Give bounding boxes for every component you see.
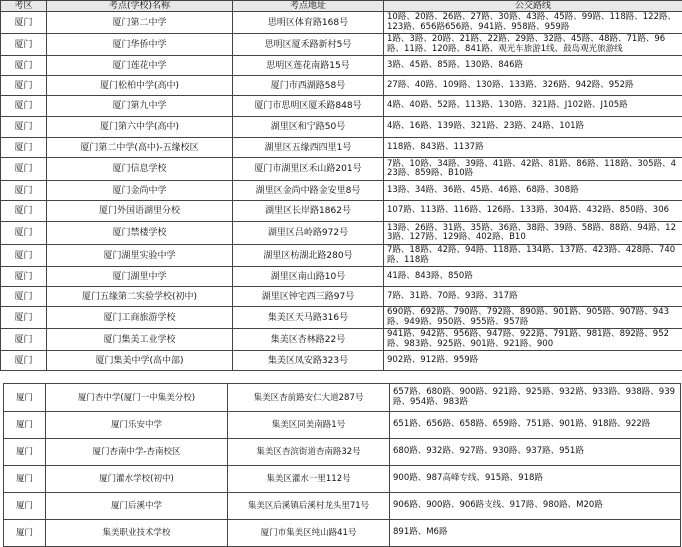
district-cell: 厦门 [1, 267, 47, 287]
school-name-cell: 厦门信息学校 [47, 158, 233, 181]
school-name-cell: 厦门第二中学(高中)-五缘校区 [47, 138, 233, 158]
school-name-cell: 厦门第九中学 [47, 96, 233, 117]
district-cell: 厦门 [1, 351, 47, 371]
address-cell: 集美区杏前路安仁大道287号 [228, 384, 390, 412]
exam-sites-body [1, 12, 682, 371]
district-cell: 厦门 [1, 34, 47, 56]
school-name-cell: 厦门第二中学 [47, 12, 233, 34]
table-row [4, 466, 681, 493]
bus-routes-cell: 7路、31路、70路、93路、317路 [384, 287, 682, 307]
table-row [4, 493, 681, 520]
table-row [1, 138, 682, 158]
header-district: 考区 [1, 1, 47, 12]
header-row [1, 1, 682, 12]
address-cell: 思明区厦禾路新村5号 [233, 34, 384, 56]
bus-routes-cell: 118路、843路、1137路 [384, 138, 682, 158]
district-cell: 厦门 [1, 329, 47, 351]
district-cell: 厦门 [4, 466, 46, 493]
address-cell: 集美区同美南路1号 [228, 412, 390, 439]
address-cell: 厦门市思明区厦禾路848号 [233, 96, 384, 117]
address-cell: 湖里区吕岭路972号 [233, 222, 384, 245]
bus-routes-cell: 690路、692路、790路、792路、890路、901路、905路、907路、943路、949路、950路、955路、957路 [384, 307, 682, 329]
table-row [1, 222, 682, 245]
table-row [4, 439, 681, 466]
bus-routes-cell: 651路、656路、658路、659路、751路、901路、918路、922路 [390, 412, 681, 439]
district-cell: 厦门 [1, 287, 47, 307]
district-cell: 厦门 [1, 245, 47, 267]
school-name-cell: 厦门第六中学(高中) [47, 117, 233, 138]
bus-routes-cell: 27路、40路、109路、130路、133路、326路、942路、952路 [384, 76, 682, 96]
address-cell: 湖里区钟宅西三路97号 [233, 287, 384, 307]
exam-sites-body-2 [4, 384, 681, 547]
table-row [4, 384, 681, 412]
district-cell: 厦门 [1, 56, 47, 76]
bus-routes-cell: 7路、10路、34路、39路、41路、42路、81路、86路、118路、305路、423路、859路、B10路 [384, 158, 682, 181]
school-name-cell: 厦门莲花中学 [47, 56, 233, 76]
school-name-cell: 集美职业技术学校 [46, 520, 228, 547]
bus-routes-cell: 900路、987高峰专线、915路、918路 [390, 466, 681, 493]
address-cell: 集美区凤安路323号 [233, 351, 384, 371]
district-cell: 厦门 [1, 181, 47, 201]
bus-routes-cell: 41路、843路、850路 [384, 267, 682, 287]
bus-routes-cell: 902路、912路、959路 [384, 351, 682, 371]
school-name-cell: 厦门华侨中学 [47, 34, 233, 56]
district-cell: 厦门 [1, 117, 47, 138]
address-cell: 集美区杏林路22号 [233, 329, 384, 351]
bus-routes-cell: 906路、900路、906路支线、917路、980路、M20路 [390, 493, 681, 520]
school-name-cell: 厦门工商旅游学校 [47, 307, 233, 329]
school-name-cell: 厦门五缘第二实验学校(初中) [47, 287, 233, 307]
table-row [4, 520, 681, 547]
table-row [1, 201, 682, 222]
bus-routes-cell: 941路、942路、956路、947路、922路、791路、981路、892路、952路、983路、925路、901路、921路、900 [384, 329, 682, 351]
district-cell: 厦门 [1, 76, 47, 96]
school-name-cell: 厦门杏南中学-杏南校区 [46, 439, 228, 466]
table-row [1, 245, 682, 267]
district-cell: 厦门 [1, 158, 47, 181]
school-name-cell: 厦门禁楼学校 [47, 222, 233, 245]
district-cell: 厦门 [4, 520, 46, 547]
bus-routes-cell: 13路、34路、36路、45路、46路、68路、308路 [384, 181, 682, 201]
school-name-cell: 厦门外国语湖里分校 [47, 201, 233, 222]
bus-routes-cell: 891路、M6路 [390, 520, 681, 547]
bus-routes-cell: 1路、3路、20路、21路、22路、29路、32路、45路、48路、71路、96路、11路、120路、841路、观光车旅游1线、鼓岛观光旅游线 [384, 34, 682, 56]
district-cell: 厦门 [1, 307, 47, 329]
address-cell: 湖里区五缘西四里1号 [233, 138, 384, 158]
address-cell: 厦门市集美区纯山路41号 [228, 520, 390, 547]
district-cell: 厦门 [1, 96, 47, 117]
school-name-cell: 厦门松柏中学(高中) [47, 76, 233, 96]
address-cell: 湖里区长岸路1862号 [233, 201, 384, 222]
table-row [1, 56, 682, 76]
table-row [1, 12, 682, 34]
bus-routes-cell: 7路、18路、42路、94路、118路、134路、137路、423路、428路、740路、118路 [384, 245, 682, 267]
table-row [1, 287, 682, 307]
address-cell: 思明区莲花南路15号 [233, 56, 384, 76]
header-school: 考点(学校)名称 [47, 1, 233, 12]
district-cell: 厦门 [1, 201, 47, 222]
district-cell: 厦门 [4, 412, 46, 439]
table-row [1, 158, 682, 181]
table-row [1, 329, 682, 351]
address-cell: 集美区天马路316号 [233, 307, 384, 329]
school-name-cell: 厦门乐安中学 [46, 412, 228, 439]
exam-sites-table-2 [3, 383, 681, 547]
bus-routes-cell: 680路、932路、927路、930路、937路、951路 [390, 439, 681, 466]
district-cell: 厦门 [1, 138, 47, 158]
address-cell: 湖里区南山路10号 [233, 267, 384, 287]
table-row [1, 76, 682, 96]
bus-routes-cell: 107路、113路、116路、126路、133路、304路、432路、850路、306 [384, 201, 682, 222]
school-name-cell: 厦门金尚中学 [47, 181, 233, 201]
district-cell: 厦门 [1, 222, 47, 245]
bus-routes-cell: 10路、20路、26路、27路、30路、43路、45路、99路、118路、122路、123路、656路656路、941路、958路、959路 [384, 12, 682, 34]
bus-routes-cell: 4路、40路、52路、113路、130路、321路、J102路、J105路 [384, 96, 682, 117]
address-cell: 思明区体育路168号 [233, 12, 384, 34]
address-cell: 集美区杏滨街道杏南路32号 [228, 439, 390, 466]
district-cell: 厦门 [4, 493, 46, 520]
header-routes: 公交路线 [384, 1, 682, 12]
table-row [4, 412, 681, 439]
table-row [1, 96, 682, 117]
school-name-cell: 厦门灌水学校(初中) [46, 466, 228, 493]
school-name-cell: 厦门集美中学(高中部) [47, 351, 233, 371]
address-cell: 集美区灌水一里112号 [228, 466, 390, 493]
header-address: 考点地址 [233, 1, 384, 12]
table-row [1, 307, 682, 329]
address-cell: 湖里区金尚中路金安里8号 [233, 181, 384, 201]
school-name-cell: 厦门湖里实验中学 [47, 245, 233, 267]
table-row [1, 34, 682, 56]
school-name-cell: 厦门湖里中学 [47, 267, 233, 287]
table-row [1, 181, 682, 201]
table-row [1, 117, 682, 138]
bus-routes-cell: 13路、26路、31路、35路、36路、38路、39路、58路、88路、94路、123路、127路、129路、402路、B10 [384, 222, 682, 245]
district-cell: 厦门 [4, 384, 46, 412]
address-cell: 集美区后溪镇后溪村龙头里71号 [228, 493, 390, 520]
address-cell: 湖里区枋湖北路280号 [233, 245, 384, 267]
table-row [1, 267, 682, 287]
school-name-cell: 厦门后溪中学 [46, 493, 228, 520]
district-cell: 厦门 [1, 12, 47, 34]
address-cell: 厦门市西湖路58号 [233, 76, 384, 96]
bus-routes-cell: 3路、45路、85路、130路、846路 [384, 56, 682, 76]
district-cell: 厦门 [4, 439, 46, 466]
bus-routes-cell: 4路、16路、139路、321路、23路、24路、101路 [384, 117, 682, 138]
bus-routes-cell: 657路、680路、900路、921路、925路、932路、933路、938路、939路、954路、983路 [390, 384, 681, 412]
school-name-cell: 厦门集美工业学校 [47, 329, 233, 351]
school-name-cell: 厦门杏中学(厦门一中集美分校) [46, 384, 228, 412]
address-cell: 湖里区和宁路50号 [233, 117, 384, 138]
table-row [1, 351, 682, 371]
address-cell: 厦门市湖里区禾山路201号 [233, 158, 384, 181]
